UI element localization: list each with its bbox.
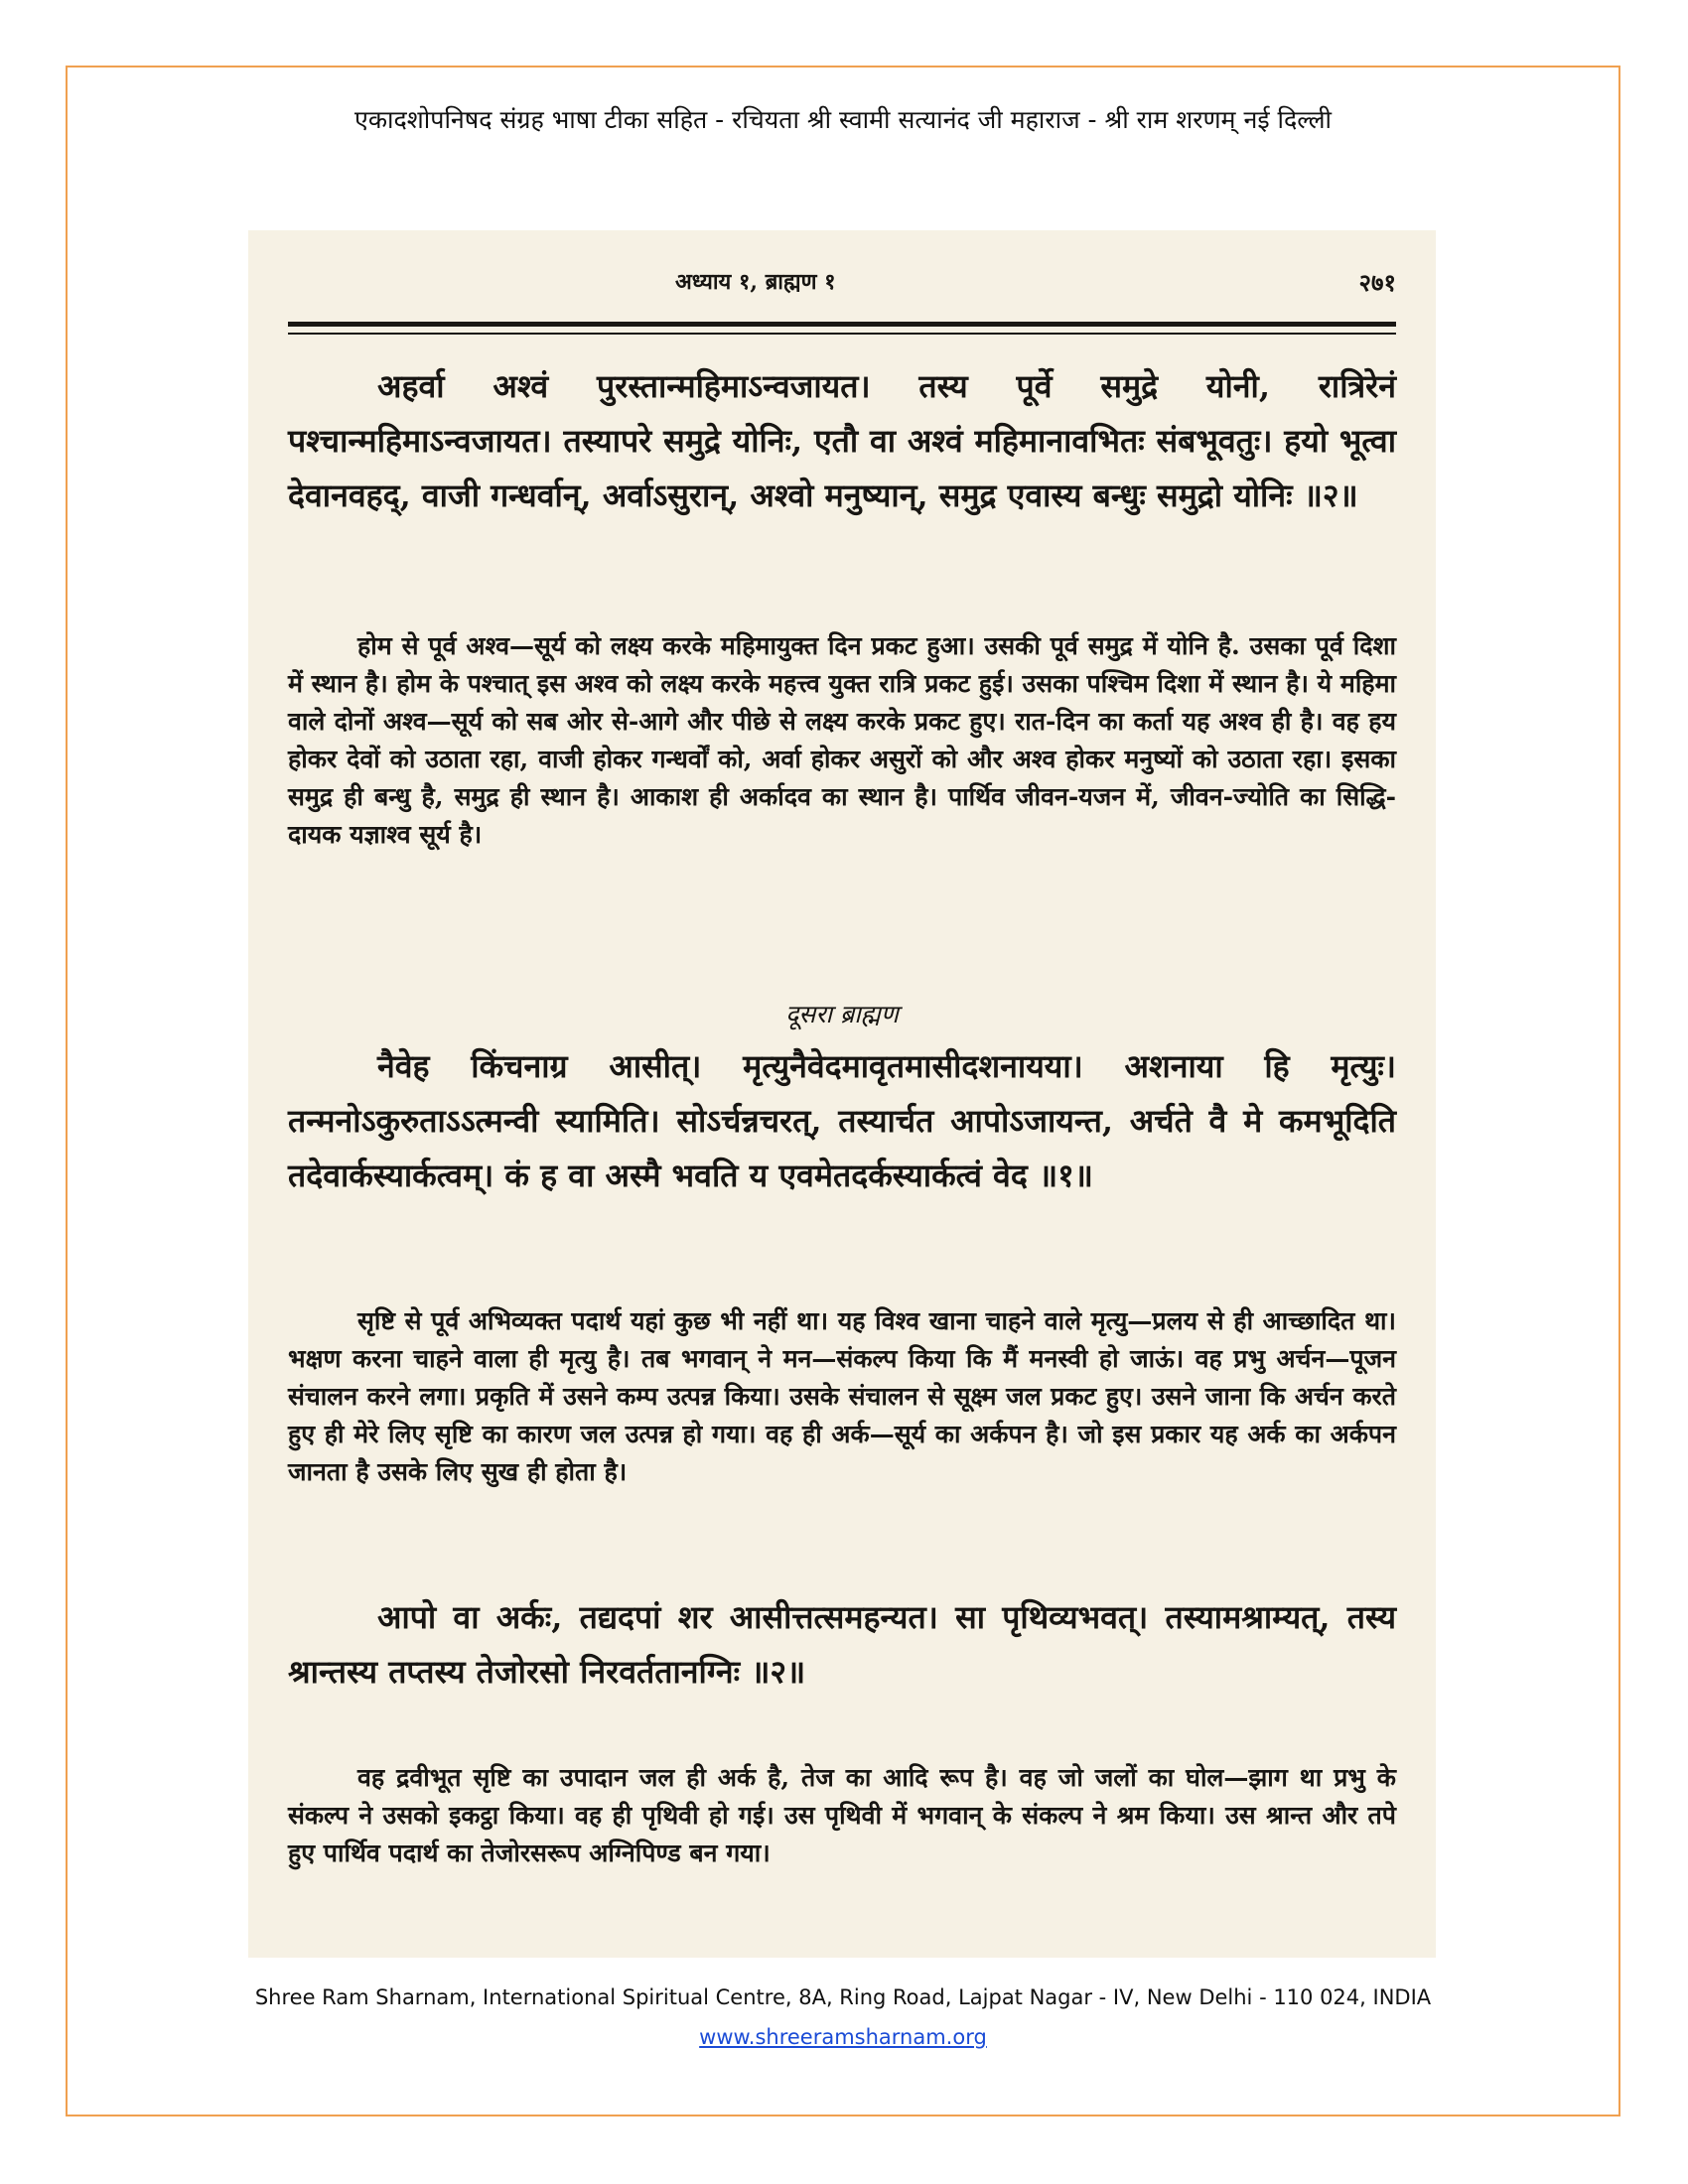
- website-link[interactable]: www.shreeramsharnam.org: [699, 2025, 987, 2049]
- hindi-commentary-2-1: सृष्टि से पूर्व अभिव्यक्त पदार्थ यहां कुछ भी नहीं था। यह विश्व खाना चाहने वाले मृत्यु—प्रलय से ही आच्छादित था। भक्षण करना चाहने वाला ही मृत्यु है। तब भगवान् ने मन—संकल्प किया कि मैं मनस्वी हो जाऊं। वह प्रभु अर्चन—पूजन संचालन करने लगा। प्रकृति में उसने कम्प उत्पन्न किया। उसके संचालन से सूक्ष्म जल प्रकट हुए। उसने जाना कि अर्चन करते हुए ही मेरे लिए सृष्टि का कारण जल उत्पन्न हो गया। वह ही अर्क—सूर्य का अर्कपन है। जो इस प्रकार यह अर्क का अर्कपन जानता है उसके लिए सुख ही होता है।: [288, 1306, 1396, 1486]
- scanned-page: [248, 230, 1436, 1958]
- header-rule-thin: [288, 333, 1396, 335]
- page-number: २७१: [1358, 268, 1396, 297]
- hindi-commentary-2-2: वह द्रवीभूत सृष्टि का उपादान जल ही अर्क है, तेज का आदि रूप है। वह जो जलों का घोल—झाग था प्रभु के संकल्प ने उसको इकट्ठा किया। वह ही पृथिवी हो गई। उस पृथिवी में भगवान् के संकल्प ने श्रम किया। उस श्रान्त और तपे हुए पार्थिव पदार्थ का तेजोरसरूप अग्निपिण्ड बन गया।: [288, 1763, 1396, 1867]
- section-heading: दूसरा ब्राह्मण: [785, 1000, 899, 1028]
- header-rule-thick: [288, 322, 1396, 327]
- sanskrit-verse-2-2: आपो वा अर्कः, तद्यदपां शर आसीत्तत्समहन्यत। सा पृथिव्यभवत्। तस्यामश्राम्यत्, तस्य श्रान्तस्य तप्तस्य तेजोरसो निरवर्ततानग्निः ॥२॥: [288, 1598, 1396, 1691]
- sanskrit-verse-2-1: नैवेह किंचनाग्र आसीत्। मृत्युनैवेदमावृतमासीदशनायया। अशनाया हि मृत्युः। तन्मनोऽकुरुताऽऽत्मन्वी स्यामिति। सोऽर्चन्नचरत्, तस्यार्चत आपोऽजायन्त, अर्चते वै मे कमभूदिति तदेवार्कस्यार्कत्वम्। कं ह वा अस्मै भवति य एवमेतदर्कस्यार्कत्वं वेद ॥१॥: [288, 1047, 1396, 1194]
- footer-address: Shree Ram Sharnam, International Spiritual Centre, 8A, Ring Road, Lajpat Nagar - IV, New Delhi - 110 024, INDIA: [254, 1985, 1432, 2009]
- running-title: अध्याय १, ब्राह्मण १: [675, 269, 836, 295]
- document-header: एकादशोपनिषद संग्रह भाषा टीका सहित - रचियता श्री स्वामी सत्यानंद जी महाराज - श्री राम शरणम् नई दिल्ली: [354, 105, 1332, 134]
- hindi-commentary-1-2: होम से पूर्व अश्व—सूर्य को लक्ष्य करके महिमायुक्त दिन प्रकट हुआ। उसकी पूर्व समुद्र में योनि है. उसका पूर्व दिशा में स्थान है। होम के पश्चात् इस अश्व को लक्ष्य करके महत्त्व युक्त रात्रि प्रकट हुई। उसका पश्चिम दिशा में स्थान है। ये महिमा वाले दोनों अश्व—सूर्य को सब ओर से-आगे और पीछे से लक्ष्य करके प्रकट हुए। रात-दिन का कर्ता यह अश्व ही है। वह हय होकर देवों को उठाता रहा, वाजी होकर गन्धर्वों को, अर्वा होकर असुरों को और अश्व होकर मनुष्यों को उठाता रहा। इसका समुद्र ही बन्धु है, समुद्र ही स्थान है। आकाश ही अर्कादव का स्थान है। पार्थिव जीवन-यजन में, जीवन-ज्योति का सिद्धि-दायक यज्ञाश्व सूर्य है।: [288, 631, 1396, 849]
- running-head: [288, 266, 1396, 296]
- sanskrit-verse-1-2: अहर्वा अश्वं पुरस्तान्महिमाऽन्वजायत। तस्य पूर्वे समुद्रे योनी, रात्रिरेनं पश्चान्महिमाऽन्वजायत। तस्यापरे समुद्रे योनिः, एतौ वा अश्वं महिमानावभितः संबभूवतुः। हयो भूत्वा देवानवहद्, वाजी गन्धर्वान्, अर्वाऽसुरान्, अश्वो मनुष्यान्, समुद्र एवास्य बन्धुः समुद्रो योनिः ॥२॥: [288, 367, 1396, 514]
